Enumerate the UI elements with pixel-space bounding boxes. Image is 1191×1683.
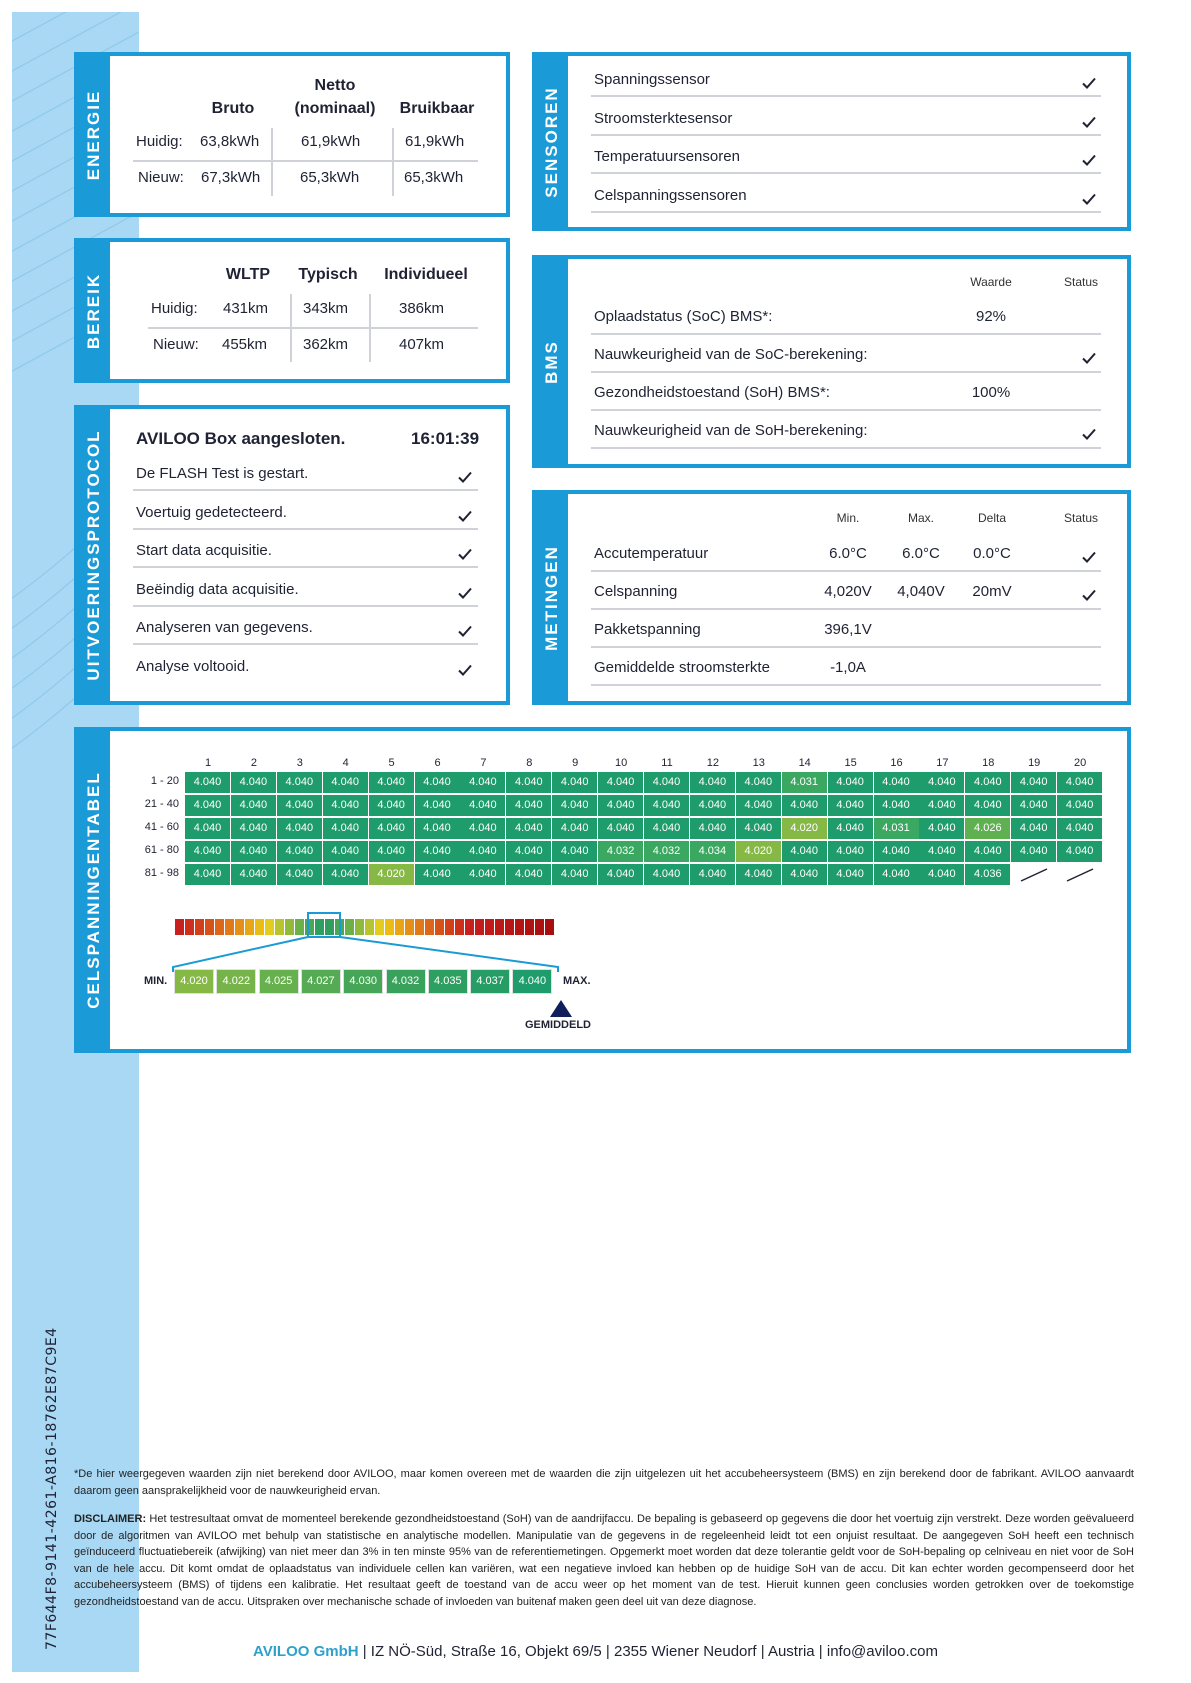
scale-value-cell: 4.030 bbox=[343, 969, 383, 994]
cell-voltage: 4.034 bbox=[690, 841, 735, 862]
cell-voltage: 4.040 bbox=[828, 841, 873, 862]
scale-value-cell: 4.035 bbox=[428, 969, 468, 994]
cell-voltage: 4.031 bbox=[874, 818, 919, 839]
checkmark-icon bbox=[1081, 426, 1097, 442]
protocol-divider bbox=[133, 566, 478, 568]
cell-row-label: 61 - 80 bbox=[144, 844, 179, 856]
cell-voltage: 4.040 bbox=[598, 772, 643, 793]
metingen-row-label: Pakketspanning bbox=[594, 621, 701, 638]
empty-cell-slash bbox=[1011, 864, 1056, 890]
bms-row-label: Nauwkeurigheid van de SoH-berekening: bbox=[594, 422, 868, 439]
energie-nieuw-label: Nieuw: bbox=[138, 169, 184, 186]
cell-voltage: 4.040 bbox=[1011, 772, 1056, 793]
energie-col-netto-2: (nominaal) bbox=[294, 100, 376, 117]
bms-row-label: Oplaadstatus (SoC) BMS*: bbox=[594, 308, 773, 325]
footnote-bms: *De hier weergegeven waarden zijn niet berekend door AVILOO, maar komen overeen met de waarden die zijn uitgelezen uit het accubeheersysteem (BMS) en zijn berekend door de fabrikant. AVILOO aanvaardt daarom geen aansprakelijkheid voor de nauwkeurigheid ervan. bbox=[74, 1468, 1134, 1497]
checkmark-icon bbox=[457, 623, 473, 639]
scale-value-cell: 4.032 bbox=[386, 969, 426, 994]
cell-voltage: 4.040 bbox=[460, 841, 505, 862]
sensor-divider bbox=[591, 211, 1101, 213]
energie-col-netto-1: Netto bbox=[314, 77, 356, 94]
protocol-divider bbox=[133, 528, 478, 530]
cell-voltage: 4.040 bbox=[1057, 818, 1102, 839]
cell-voltage: 4.040 bbox=[598, 818, 643, 839]
average-marker-icon bbox=[550, 1000, 572, 1017]
average-label: GEMIDDELD bbox=[525, 1019, 591, 1031]
energie-vline-2 bbox=[392, 128, 394, 196]
cell-voltage: 4.040 bbox=[782, 841, 827, 862]
cell-voltage: 4.040 bbox=[1057, 795, 1102, 816]
bereik-panel bbox=[74, 238, 510, 383]
bms-row-value: 100% bbox=[971, 384, 1011, 401]
cell-voltage: 4.040 bbox=[919, 864, 964, 885]
cell-voltage: 4.040 bbox=[736, 864, 781, 885]
protocol-step-label: Start data acquisitie. bbox=[136, 542, 272, 559]
cell-voltage: 4.040 bbox=[1011, 841, 1056, 862]
cell-column-header: 5 bbox=[388, 757, 395, 769]
cell-voltage: 4.040 bbox=[690, 795, 735, 816]
footer-company: AVILOO GmbH bbox=[253, 1643, 359, 1660]
cell-voltage: 4.040 bbox=[919, 818, 964, 839]
bms-row-value: 92% bbox=[975, 308, 1007, 325]
cell-voltage: 4.040 bbox=[231, 841, 276, 862]
cell-voltage: 4.040 bbox=[415, 841, 460, 862]
energie-nieuw-bruikbaar: 65,3kWh bbox=[404, 169, 464, 186]
metingen-divider bbox=[591, 608, 1101, 610]
cell-column-header: 4 bbox=[342, 757, 349, 769]
bereik-nieuw-individueel: 407km bbox=[399, 336, 445, 353]
cell-voltage: 4.040 bbox=[369, 772, 414, 793]
metingen-row-label: Accutemperatuur bbox=[594, 545, 709, 562]
protocol-divider bbox=[133, 643, 478, 645]
cell-column-header: 20 bbox=[1073, 757, 1087, 769]
checkmark-icon bbox=[457, 469, 473, 485]
energie-vline-1 bbox=[271, 128, 273, 196]
protocol-tab: UITVOERINGSPROTOCOL bbox=[78, 409, 110, 701]
cell-voltage: 4.020 bbox=[782, 818, 827, 839]
cell-voltage: 4.040 bbox=[506, 864, 551, 885]
metingen-col-status: Status bbox=[1063, 511, 1099, 525]
cell-voltage: 4.040 bbox=[736, 818, 781, 839]
cell-voltage: 4.040 bbox=[506, 795, 551, 816]
cell-column-header: 12 bbox=[706, 757, 720, 769]
scale-value-cell: 4.040 bbox=[512, 969, 552, 994]
cell-voltage: 4.040 bbox=[552, 864, 597, 885]
checkmark-icon bbox=[1081, 114, 1097, 130]
cell-voltage: 4.040 bbox=[231, 864, 276, 885]
cell-voltage: 4.040 bbox=[323, 772, 368, 793]
cell-voltage: 4.040 bbox=[690, 818, 735, 839]
checkmark-icon bbox=[1081, 75, 1097, 91]
energie-huidig-netto: 61,9kWh bbox=[301, 133, 361, 150]
cell-voltage: 4.040 bbox=[874, 772, 919, 793]
cell-column-header: 16 bbox=[890, 757, 903, 769]
cell-voltage: 4.020 bbox=[369, 864, 414, 885]
cell-voltage: 4.040 bbox=[323, 841, 368, 862]
metingen-divider bbox=[591, 570, 1101, 572]
bereik-vline-2 bbox=[369, 294, 371, 362]
bereik-col-typisch: Typisch bbox=[298, 266, 358, 283]
protocol-step-label: Analyse voltooid. bbox=[136, 657, 250, 675]
checkmark-icon bbox=[1081, 152, 1097, 168]
cell-column-header: 19 bbox=[1028, 757, 1041, 769]
cell-voltage: 4.040 bbox=[277, 795, 322, 816]
cell-voltage: 4.040 bbox=[323, 795, 368, 816]
cell-voltage: 4.040 bbox=[231, 772, 276, 793]
metingen-col-delta: Delta bbox=[977, 511, 1006, 525]
disclaimer-label: DISCLAIMER: bbox=[74, 1513, 147, 1525]
bereik-huidig-wltp: 431km bbox=[223, 300, 269, 317]
cell-voltage: 4.040 bbox=[736, 772, 781, 793]
cell-voltage: 4.040 bbox=[460, 772, 505, 793]
checkmark-icon bbox=[1081, 191, 1097, 207]
cell-voltage: 4.032 bbox=[598, 841, 643, 862]
scale-max-label: MAX. bbox=[563, 975, 591, 987]
sensor-label: Temperatuursensoren bbox=[594, 148, 740, 165]
sensor-label: Stroomsterktesensor bbox=[594, 109, 733, 127]
footer-address: | IZ NÖ-Süd, Straße 16, Objekt 69/5 | 2355 Wiener Neudorf | Austria | info@aviloo.com bbox=[358, 1643, 938, 1660]
cell-voltage: 4.040 bbox=[874, 841, 919, 862]
protocol-step-label: Analyseren van gegevens. bbox=[136, 619, 313, 636]
checkmark-icon bbox=[457, 546, 473, 562]
cell-voltage: 4.040 bbox=[644, 818, 689, 839]
cell-voltage: 4.040 bbox=[552, 818, 597, 839]
disclaimer-text: Het testresultaat omvat de momenteel berekende gezondheidstoestand (SoH) van de aandrijfaccu. De bepaling is gebaseerd op gegevens die door het voertuig zijn verstrekt. Deze worden geëvalueerd door de algoritmen van AVILOO met behulp van statistische en analytische modellen. Manipulatie van de gegevens in de regeleenheid leidt tot een onjuist resultaat. De aangegeven SoH heeft een technisch geïnduceerd fluctuatiebereik (afwijking) van niet meer dan 3% in ten minste 95% van de referentiemetingen. Opgemerkt moet worden dat deze tolerantie geldt voor de SoH-bepaling op celniveau en niet voor de SoH van de hele accu. Dit komt omdat de oplaadstatus van individuele cellen kan variëren, wat een negatieve invloed kan hebben op de huidige SoH van de accu. Dit kan echter worden gecompenseerd door het accubeheersysteem (BMS) of tijdens een kalibratie. Het resultaat geeft de toestand van de accu weer op het moment van de test. Hieruit kunnen geen conclusies worden getrokken over de toekomstige gezondheidstoestand van de accu. Uitspraken over mechanische schade of invloeden van buitenaf maken geen deel uit van deze diagnose. bbox=[74, 1513, 1134, 1608]
cell-voltage: 4.040 bbox=[506, 818, 551, 839]
bereik-nieuw-typisch: 362km bbox=[303, 336, 349, 353]
cell-voltage: 4.040 bbox=[277, 772, 322, 793]
metingen-min-value: 396,1V bbox=[824, 621, 872, 638]
cell-voltage: 4.040 bbox=[874, 795, 919, 816]
bereik-huidig-label: Huidig: bbox=[151, 300, 198, 317]
cell-voltage: 4.040 bbox=[277, 841, 322, 862]
metingen-delta-value: 20mV bbox=[972, 583, 1012, 600]
cell-voltage: 4.040 bbox=[874, 864, 919, 885]
cell-column-header: 9 bbox=[572, 757, 579, 769]
cell-voltage: 4.040 bbox=[185, 795, 230, 816]
metingen-max-value: 4,040V bbox=[897, 583, 945, 600]
cell-voltage: 4.040 bbox=[598, 795, 643, 816]
bereik-huidig-individueel: 386km bbox=[399, 300, 445, 317]
checkmark-icon bbox=[1081, 587, 1097, 603]
protocol-title: AVILOO Box aangesloten. bbox=[136, 429, 346, 448]
cell-voltage: 4.040 bbox=[1057, 772, 1102, 793]
checkmark-icon bbox=[457, 585, 473, 601]
cell-voltage: 4.040 bbox=[369, 795, 414, 816]
bereik-nieuw-wltp: 455km bbox=[222, 336, 268, 353]
cell-voltage: 4.040 bbox=[598, 864, 643, 885]
cell-voltage: 4.040 bbox=[782, 864, 827, 885]
bereik-tab: BEREIK bbox=[78, 242, 110, 379]
bereik-divider bbox=[148, 327, 478, 329]
cell-voltage: 4.040 bbox=[369, 841, 414, 862]
cell-voltage: 4.026 bbox=[965, 818, 1010, 839]
cell-voltage: 4.040 bbox=[369, 818, 414, 839]
energie-huidig-bruikbaar: 61,9kWh bbox=[405, 133, 465, 150]
scale-zoom-lines bbox=[170, 912, 570, 972]
disclaimer bbox=[74, 1511, 1134, 1610]
cell-voltage: 4.040 bbox=[828, 818, 873, 839]
bms-divider bbox=[591, 447, 1101, 449]
metingen-min-value: 4,020V bbox=[824, 583, 872, 600]
metingen-row-label: Celspanning bbox=[594, 583, 678, 600]
cell-voltage: 4.040 bbox=[1011, 795, 1056, 816]
scale-value-cell: 4.037 bbox=[470, 969, 510, 994]
cell-voltage: 4.040 bbox=[231, 818, 276, 839]
metingen-divider bbox=[591, 646, 1101, 648]
cell-voltage: 4.040 bbox=[919, 772, 964, 793]
cell-voltage: 4.040 bbox=[919, 841, 964, 862]
bms-divider bbox=[591, 409, 1101, 411]
metingen-tab: METINGEN bbox=[536, 494, 568, 701]
metingen-col-max: Max. bbox=[907, 511, 934, 525]
energie-divider bbox=[133, 160, 478, 162]
energie-huidig-bruto: 63,8kWh bbox=[200, 133, 260, 150]
energie-nieuw-netto: 65,3kWh bbox=[300, 169, 360, 186]
cell-row-label: 81 - 98 bbox=[144, 867, 179, 879]
cell-voltage: 4.040 bbox=[965, 841, 1010, 862]
bms-row-label: Nauwkeurigheid van de SoC-berekening: bbox=[594, 346, 868, 363]
checkmark-icon bbox=[457, 662, 473, 678]
cell-voltage: 4.040 bbox=[323, 818, 368, 839]
energie-col-bruikbaar: Bruikbaar bbox=[399, 100, 475, 117]
bms-col-status: Status bbox=[1063, 275, 1099, 289]
protocol-step-label: Voertuig gedetecteerd. bbox=[136, 503, 287, 521]
checkmark-icon bbox=[1081, 549, 1097, 565]
bms-divider bbox=[591, 333, 1101, 335]
cell-row-label: 41 - 60 bbox=[144, 821, 179, 833]
scale-value-cell: 4.027 bbox=[301, 969, 341, 994]
bms-row-label: Gezondheidstoestand (SoH) BMS*: bbox=[594, 384, 830, 401]
cell-voltage: 4.040 bbox=[919, 795, 964, 816]
cell-voltage: 4.040 bbox=[460, 818, 505, 839]
cell-voltage: 4.040 bbox=[277, 864, 322, 885]
cell-voltage: 4.040 bbox=[828, 772, 873, 793]
energie-huidig-label: Huidig: bbox=[136, 133, 183, 150]
cell-voltage: 4.040 bbox=[277, 818, 322, 839]
cell-voltage: 4.040 bbox=[552, 795, 597, 816]
checkmark-icon bbox=[1081, 350, 1097, 366]
cell-column-header: 10 bbox=[614, 757, 628, 769]
protocol-step-label: De FLASH Test is gestart. bbox=[136, 465, 309, 482]
cell-voltage: 4.040 bbox=[690, 772, 735, 793]
cell-voltage: 4.040 bbox=[1011, 818, 1056, 839]
cell-voltage: 4.031 bbox=[782, 772, 827, 793]
footer bbox=[0, 1643, 1191, 1660]
bms-tab: BMS bbox=[536, 259, 568, 464]
bereik-col-wltp: WLTP bbox=[225, 266, 271, 283]
energie-tab: ENERGIE bbox=[78, 56, 110, 213]
cell-voltage: 4.040 bbox=[185, 841, 230, 862]
sensor-divider bbox=[591, 172, 1101, 174]
cell-voltage: 4.032 bbox=[644, 841, 689, 862]
cell-voltage: 4.036 bbox=[965, 864, 1010, 885]
bms-divider bbox=[591, 371, 1101, 373]
cell-voltage: 4.040 bbox=[552, 841, 597, 862]
document-id: 77F644F8-9141-4261-A816-18762E87C9E4 bbox=[44, 1327, 60, 1650]
celtabel-tab: CELSPANNINGENTABEL bbox=[78, 731, 110, 1049]
sensor-label: Celspanningssensoren bbox=[594, 186, 747, 204]
energie-nieuw-bruto: 67,3kWh bbox=[201, 169, 261, 186]
metingen-delta-value: 0.0°C bbox=[973, 545, 1011, 562]
cell-voltage: 4.040 bbox=[552, 772, 597, 793]
scale-value-cell: 4.020 bbox=[174, 969, 214, 994]
bereik-col-individueel: Individueel bbox=[384, 266, 468, 283]
cell-column-header: 6 bbox=[434, 757, 441, 769]
protocol-divider bbox=[133, 605, 478, 607]
bms-col-waarde: Waarde bbox=[970, 275, 1012, 289]
cell-voltage: 4.040 bbox=[460, 864, 505, 885]
protocol-divider bbox=[133, 489, 478, 491]
metingen-min-value: 6.0°C bbox=[829, 545, 867, 562]
metingen-divider bbox=[591, 684, 1101, 686]
sensor-divider bbox=[591, 134, 1101, 136]
cell-column-header: 14 bbox=[798, 757, 811, 769]
cell-voltage: 4.040 bbox=[782, 795, 827, 816]
cell-column-header: 1 bbox=[204, 757, 212, 769]
metingen-row-label: Gemiddelde stroomsterkte bbox=[594, 659, 770, 676]
cell-voltage: 4.040 bbox=[415, 864, 460, 885]
cell-voltage: 4.040 bbox=[736, 795, 781, 816]
cell-voltage: 4.040 bbox=[185, 772, 230, 793]
cell-voltage: 4.040 bbox=[690, 864, 735, 885]
cell-voltage: 4.040 bbox=[1057, 841, 1102, 862]
cell-voltage: 4.020 bbox=[736, 841, 781, 862]
bereik-nieuw-label: Nieuw: bbox=[153, 336, 199, 353]
scale-value-cell: 4.025 bbox=[259, 969, 299, 994]
bereik-vline-1 bbox=[290, 294, 292, 362]
cell-column-header: 18 bbox=[982, 757, 995, 769]
cell-voltage: 4.040 bbox=[185, 818, 230, 839]
cell-voltage: 4.040 bbox=[828, 864, 873, 885]
protocol-step-label: Beëindig data acquisitie. bbox=[136, 580, 299, 598]
cell-column-header: 2 bbox=[250, 757, 257, 769]
metingen-col-min: Min. bbox=[836, 511, 860, 525]
cell-voltage: 4.040 bbox=[644, 772, 689, 793]
cell-voltage: 4.040 bbox=[415, 772, 460, 793]
empty-cell-slash bbox=[1057, 864, 1102, 890]
sensor-divider bbox=[591, 95, 1101, 97]
cell-voltage: 4.040 bbox=[231, 795, 276, 816]
cell-column-header: 3 bbox=[296, 757, 303, 769]
cell-column-header: 13 bbox=[752, 757, 765, 769]
checkmark-icon bbox=[457, 508, 473, 524]
cell-voltage: 4.040 bbox=[415, 818, 460, 839]
cell-voltage: 4.040 bbox=[323, 864, 368, 885]
cell-voltage: 4.040 bbox=[965, 795, 1010, 816]
cell-voltage: 4.040 bbox=[185, 864, 230, 885]
scale-min-label: MIN. bbox=[144, 975, 168, 987]
cell-column-header: 15 bbox=[844, 757, 857, 769]
cell-row-label: 1 - 20 bbox=[150, 775, 179, 787]
cell-voltage: 4.040 bbox=[460, 795, 505, 816]
cell-column-header: 7 bbox=[480, 757, 487, 769]
cell-voltage: 4.040 bbox=[506, 772, 551, 793]
cell-column-header: 8 bbox=[526, 757, 533, 769]
scale-value-cell: 4.022 bbox=[216, 969, 256, 994]
cell-voltage: 4.040 bbox=[415, 795, 460, 816]
sensoren-tab: SENSOREN bbox=[536, 56, 568, 227]
cell-column-header: 17 bbox=[936, 757, 949, 769]
cell-voltage: 4.040 bbox=[828, 795, 873, 816]
cell-column-header: 11 bbox=[661, 757, 673, 769]
cell-row-label: 21 - 40 bbox=[144, 798, 179, 810]
cell-voltage: 4.040 bbox=[965, 772, 1010, 793]
metingen-min-value: -1,0A bbox=[830, 659, 866, 676]
energie-col-bruto: Bruto bbox=[211, 100, 255, 117]
bereik-huidig-typisch: 343km bbox=[303, 300, 349, 317]
sensor-label: Spanningssensor bbox=[594, 71, 710, 88]
metingen-max-value: 6.0°C bbox=[902, 545, 940, 562]
cell-voltage: 4.040 bbox=[644, 864, 689, 885]
cell-voltage: 4.040 bbox=[644, 795, 689, 816]
cell-voltage: 4.040 bbox=[506, 841, 551, 862]
protocol-time: 16:01:39 bbox=[411, 429, 480, 448]
